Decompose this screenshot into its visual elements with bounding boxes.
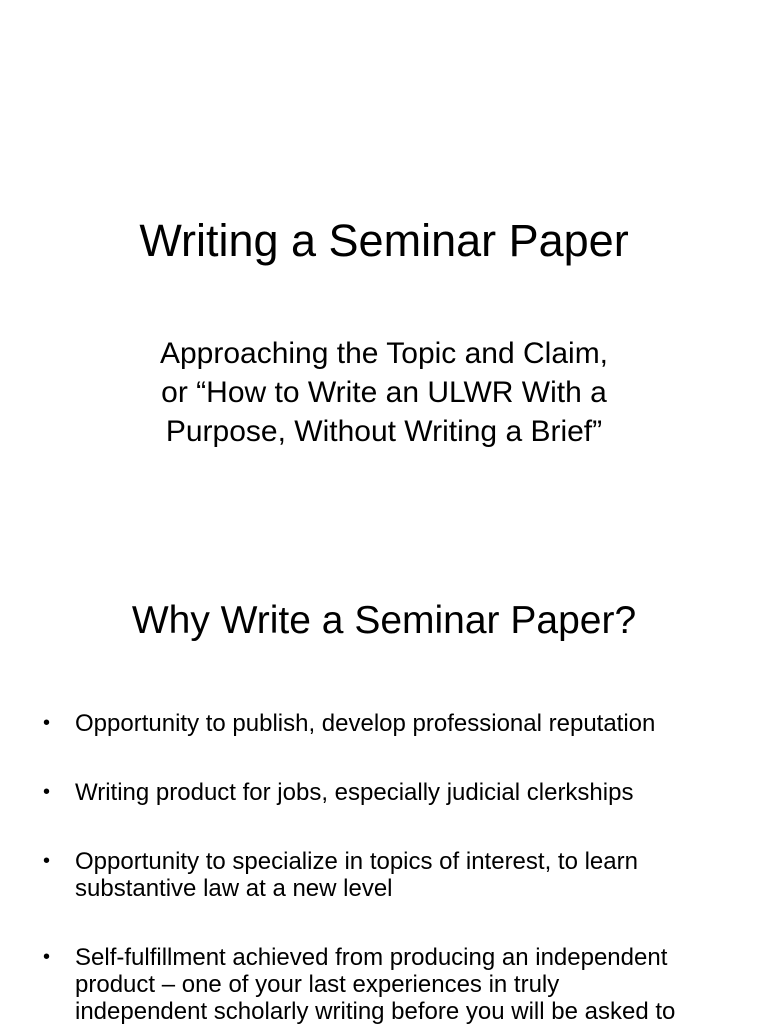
bullet-item bbox=[0, 944, 768, 1024]
bullet-item bbox=[0, 848, 768, 902]
bullet-text: substantive law at a new level bbox=[75, 875, 393, 902]
subtitle-line: or “How to Write an ULWR With a bbox=[161, 376, 607, 409]
bullet-item bbox=[0, 710, 768, 737]
bullet-icon: • bbox=[43, 712, 51, 734]
bullet-icon: • bbox=[43, 850, 51, 872]
bullet-item bbox=[0, 779, 768, 806]
subtitle-line: Approaching the Topic and Claim, bbox=[159, 337, 609, 370]
slide-title-heading: Writing a Seminar Paper bbox=[139, 215, 629, 266]
bullet-text: Opportunity to publish, develop professional reputation bbox=[75, 710, 656, 737]
bullet-text: Writing product for jobs, especially judicial clerkships bbox=[75, 779, 634, 806]
slide-heading: Why Write a Seminar Paper? bbox=[131, 599, 637, 642]
bullet-text: Opportunity to specialize in topics of interest, to learn bbox=[75, 848, 638, 875]
slide-subtitle bbox=[0, 334, 768, 451]
bullet-list bbox=[0, 710, 768, 1024]
slide-why-write bbox=[0, 540, 768, 1024]
bullet-text: independent scholarly writing before you will be asked to bbox=[75, 998, 676, 1024]
subtitle-line: Purpose, Without Writing a Brief” bbox=[165, 415, 603, 448]
bullet-icon: • bbox=[43, 946, 51, 968]
bullet-text: Self-fulfillment achieved from producing an independent bbox=[75, 944, 668, 971]
bullet-text: product – one of your last experiences in truly bbox=[75, 971, 560, 998]
bullet-icon: • bbox=[43, 781, 51, 803]
